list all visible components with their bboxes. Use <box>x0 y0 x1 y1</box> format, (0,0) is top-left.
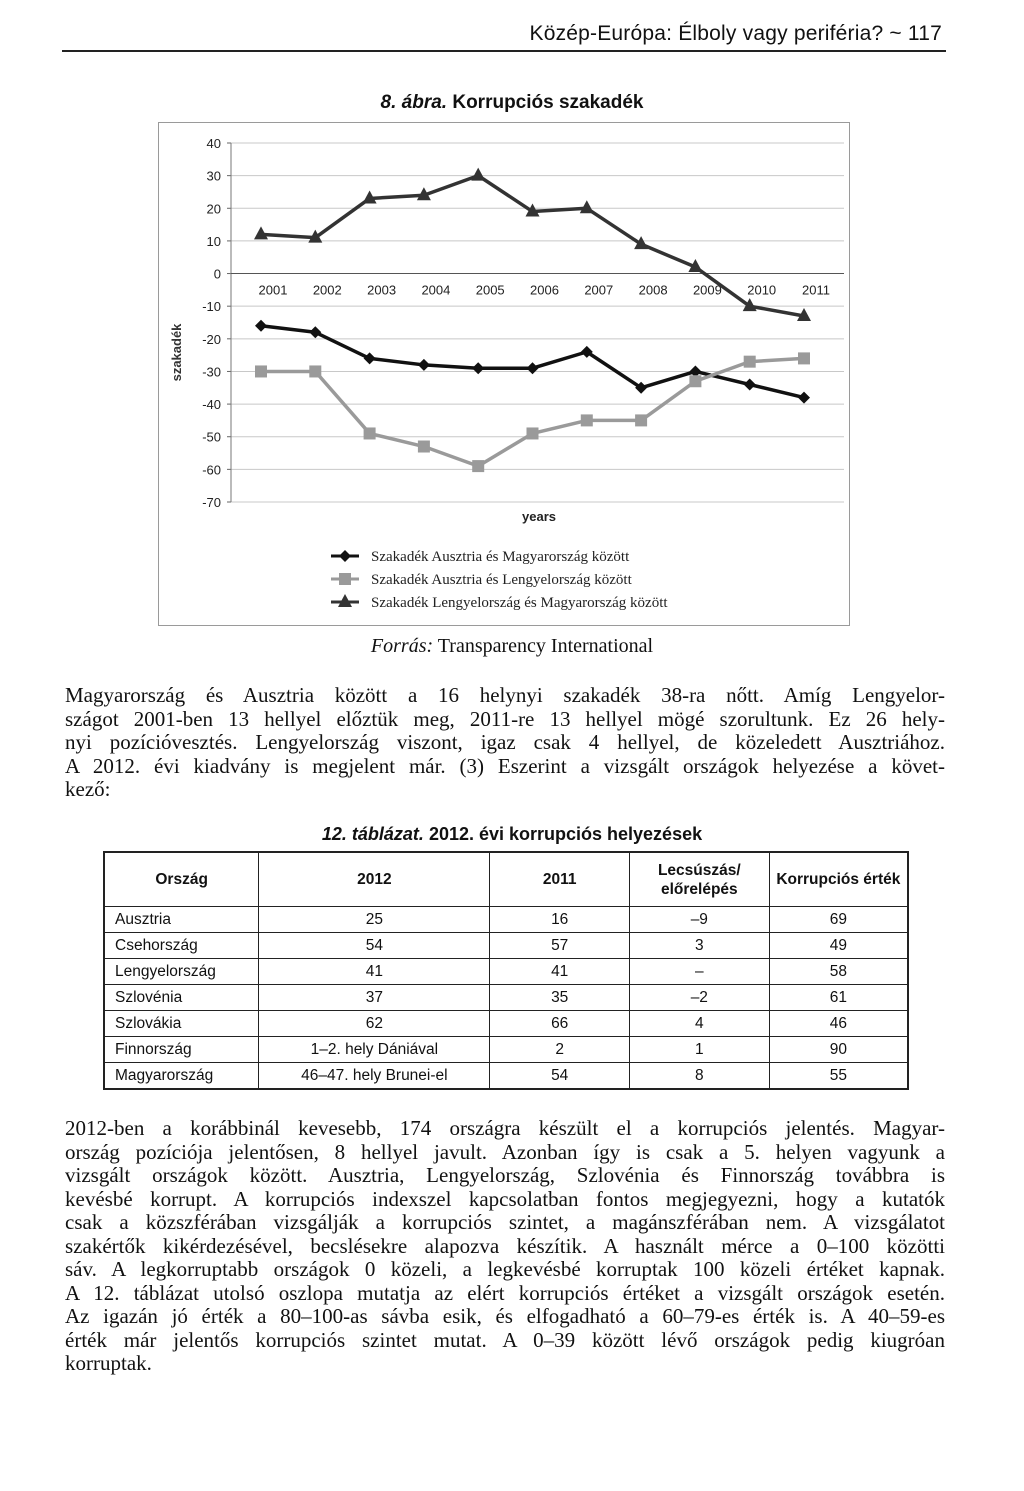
y-tick-label: 30 <box>206 168 221 184</box>
data-point-square <box>418 441 430 453</box>
y-tick-label: -20 <box>202 331 221 347</box>
legend-marker <box>339 573 351 585</box>
paragraph-line: korruptak. <box>65 1351 152 1375</box>
x-axis-label: years <box>522 509 556 524</box>
x-tick-label: 2003 <box>367 282 397 298</box>
cell-country: Ausztria <box>104 907 259 933</box>
data-point-triangle <box>580 200 594 213</box>
cell-score: 46 <box>769 1011 908 1037</box>
cell-country: Csehország <box>104 933 259 959</box>
data-point-square <box>689 375 701 387</box>
data-point-square <box>581 414 593 426</box>
data-point-diamond <box>527 362 539 374</box>
cell-2012: 62 <box>259 1011 490 1037</box>
data-point-triangle <box>254 226 268 239</box>
header-rule <box>62 50 946 52</box>
cell-2011: 35 <box>490 985 630 1011</box>
chart-frame <box>158 122 850 626</box>
cell-change: – <box>629 959 769 985</box>
figure-caption <box>0 92 1024 114</box>
cell-2012: 54 <box>259 933 490 959</box>
cell-2011: 41 <box>490 959 630 985</box>
cell-2012: 46–47. hely Brunei-el <box>259 1063 490 1090</box>
cell-score: 55 <box>769 1063 908 1090</box>
table-row <box>104 1063 908 1090</box>
data-point-triangle <box>471 168 485 181</box>
x-tick-label: 2007 <box>584 282 614 298</box>
x-tick-label: 2008 <box>638 282 668 298</box>
legend-label: Szakadék Lengyelország és Magyarország között <box>371 595 668 611</box>
figure-title: Korrupciós szakadék <box>452 92 644 113</box>
paragraph-line: nyi pozícióvesztés. Lengyelország viszont, igaz csak 4 hellyel, de közeledett Ausztriához. <box>65 730 945 754</box>
x-tick-label: 2002 <box>312 282 342 298</box>
table-title: 2012. évi korrupciós helyezések <box>428 824 703 844</box>
paragraph-line: szágot 2001-ben 13 hellyel előztük meg, 2011-re 13 hellyel mögé szorultunk. Ez 26 hely- <box>65 706 945 731</box>
cell-change: 3 <box>629 933 769 959</box>
y-tick-label: 0 <box>213 266 221 282</box>
cell-2011: 2 <box>490 1037 630 1063</box>
paragraph-1 <box>65 684 945 802</box>
header-country: Ország <box>104 852 259 907</box>
y-tick-label: -70 <box>202 495 221 510</box>
cell-2011: 66 <box>490 1011 630 1037</box>
data-point-square <box>255 365 267 377</box>
data-point-square <box>798 352 810 364</box>
data-point-diamond <box>364 352 376 364</box>
y-tick-label: 10 <box>206 233 221 249</box>
data-point-square <box>527 427 539 439</box>
corruption-gap-chart <box>159 123 849 625</box>
data-point-square <box>472 460 484 472</box>
y-tick-label: -10 <box>202 299 221 315</box>
data-point-square <box>635 414 647 426</box>
paragraph-2 <box>65 1117 945 1376</box>
cell-country: Szlovákia <box>104 1011 259 1037</box>
header-score: Korrupciós érték <box>769 852 908 907</box>
paragraph-line: 2012-ben a korábbinál kevesebb, 174 országra készült el a korrupciós jelentés. Magyar- <box>65 1116 945 1140</box>
y-tick-label: -60 <box>202 462 221 478</box>
x-tick-label: 2006 <box>530 282 559 298</box>
paragraph-line: kevésbé korrupt. A korrupciós indexszel kapcsolatban fontos megjegyezni, hogy a kutatók <box>65 1186 945 1211</box>
paragraph-line: érték már jelentős korrupciós szintet mutat. A 0–39 között lévő országok pedig kiugróan <box>65 1327 945 1352</box>
paragraph-line: vizsgált országok között. Ausztria, Lengyelország, Szlovénia és Finnország továbbra is <box>65 1163 945 1187</box>
cell-score: 58 <box>769 959 908 985</box>
cell-2012: 41 <box>259 959 490 985</box>
legend-label: Szakadék Ausztria és Magyarország között <box>371 549 630 565</box>
x-tick-label: 2009 <box>692 282 722 298</box>
data-point-diamond <box>472 362 484 374</box>
x-tick-label: 2005 <box>475 282 505 298</box>
y-tick-label: -30 <box>202 364 221 380</box>
data-point-square <box>364 427 376 439</box>
cell-change: 4 <box>629 1011 769 1037</box>
running-header <box>62 18 946 52</box>
figure-source <box>0 635 1024 658</box>
paragraph-line: Magyarország és Ausztria között a 16 helynyi szakadék 38-ra nőtt. Amíg Lengyelor- <box>65 683 945 707</box>
paragraph-line: A 12. táblázat utolsó oszlopa mutatja az elért korrupciós értéket a vizsgált országok esetén. <box>65 1280 945 1305</box>
table-label: 12. táblázat. <box>321 824 424 844</box>
paragraph-line: sáv. A legkorruptabb országok 0 közeli, a legkevésbé korruptak 100 közeli értéket kapnak. <box>65 1257 945 1281</box>
table-header-row <box>104 852 908 907</box>
y-axis-label: szakadék <box>169 323 184 382</box>
data-point-diamond <box>418 359 430 371</box>
cell-country: Lengyelország <box>104 959 259 985</box>
cell-score: 61 <box>769 985 908 1011</box>
header-change: Lecsúszás/ előrelépés <box>629 852 769 907</box>
table-row <box>104 1037 908 1063</box>
series-line-2 <box>261 358 804 466</box>
source-text: Transparency International <box>437 635 654 657</box>
x-tick-label: 2011 <box>802 282 830 298</box>
data-point-diamond <box>744 379 756 391</box>
cell-country: Szlovénia <box>104 985 259 1011</box>
y-tick-label: -40 <box>202 397 221 413</box>
cell-change: 8 <box>629 1063 769 1090</box>
data-point-diamond <box>798 392 810 404</box>
cell-score: 49 <box>769 933 908 959</box>
data-point-square <box>744 356 756 368</box>
paragraph-line: ország pozíciója jelentősen, 8 hellyel javult. Azonban így is csak a 5. helyen vagyunk a <box>65 1139 945 1164</box>
cell-score: 90 <box>769 1037 908 1063</box>
paragraph-line: szakértők kikérdezésével, becslésekre alapozva készítik. A használt mérce a 0–100 közötti <box>65 1233 945 1258</box>
paragraph-line: Az igazán jó érték a 80–100-as sávba esik, és elfogadható a 60–79-es érték is. A 40–59-es <box>65 1304 945 1328</box>
paragraph-line: csak a közszférában vizsgálják a korrupciós szintet, a magánszférában nem. A vizsgálatot <box>65 1210 945 1234</box>
cell-country: Magyarország <box>104 1063 259 1090</box>
paragraph-line: A 2012. évi kiadvány is megjelent már. (3) Eszerint a vizsgált országok helyezése a követ- <box>65 753 945 778</box>
cell-2011: 57 <box>490 933 630 959</box>
table-row <box>104 959 908 985</box>
x-tick-label: 2010 <box>747 282 777 298</box>
series-line-1 <box>261 326 804 398</box>
cell-country: Finnország <box>104 1037 259 1063</box>
header-2011: 2011 <box>490 852 630 907</box>
cell-2011: 16 <box>490 907 630 933</box>
y-tick-label: 20 <box>206 201 221 217</box>
cell-2012: 1–2. hely Dániával <box>259 1037 490 1063</box>
paragraph-line: kező: <box>65 777 111 801</box>
cell-2011: 54 <box>490 1063 630 1090</box>
cell-change: 1 <box>629 1037 769 1063</box>
running-header-title: Közép-Európa: Élboly vagy periféria? ~ 117 <box>529 22 942 45</box>
table-row <box>104 933 908 959</box>
source-label: Forrás: <box>370 635 434 657</box>
header-2012: 2012 <box>259 852 490 907</box>
cell-change: –9 <box>629 907 769 933</box>
cell-2012: 25 <box>259 907 490 933</box>
cell-2012: 37 <box>259 985 490 1011</box>
figure-label: 8. ábra. <box>380 92 448 113</box>
table-row <box>104 985 908 1011</box>
data-point-diamond <box>309 326 321 338</box>
legend-marker <box>339 550 351 562</box>
table-row <box>104 907 908 933</box>
cell-score: 69 <box>769 907 908 933</box>
legend-label: Szakadék Ausztria és Lengyelország között <box>371 572 632 588</box>
data-point-square <box>309 365 321 377</box>
table-caption <box>0 824 1024 845</box>
x-tick-label: 2004 <box>421 282 451 298</box>
table-row <box>104 1011 908 1037</box>
y-tick-label: -50 <box>202 429 221 445</box>
data-point-diamond <box>255 320 267 332</box>
y-tick-label: 40 <box>206 136 221 151</box>
x-tick-label: 2001 <box>258 282 288 298</box>
cell-change: –2 <box>629 985 769 1011</box>
ranking-table <box>103 851 909 1090</box>
